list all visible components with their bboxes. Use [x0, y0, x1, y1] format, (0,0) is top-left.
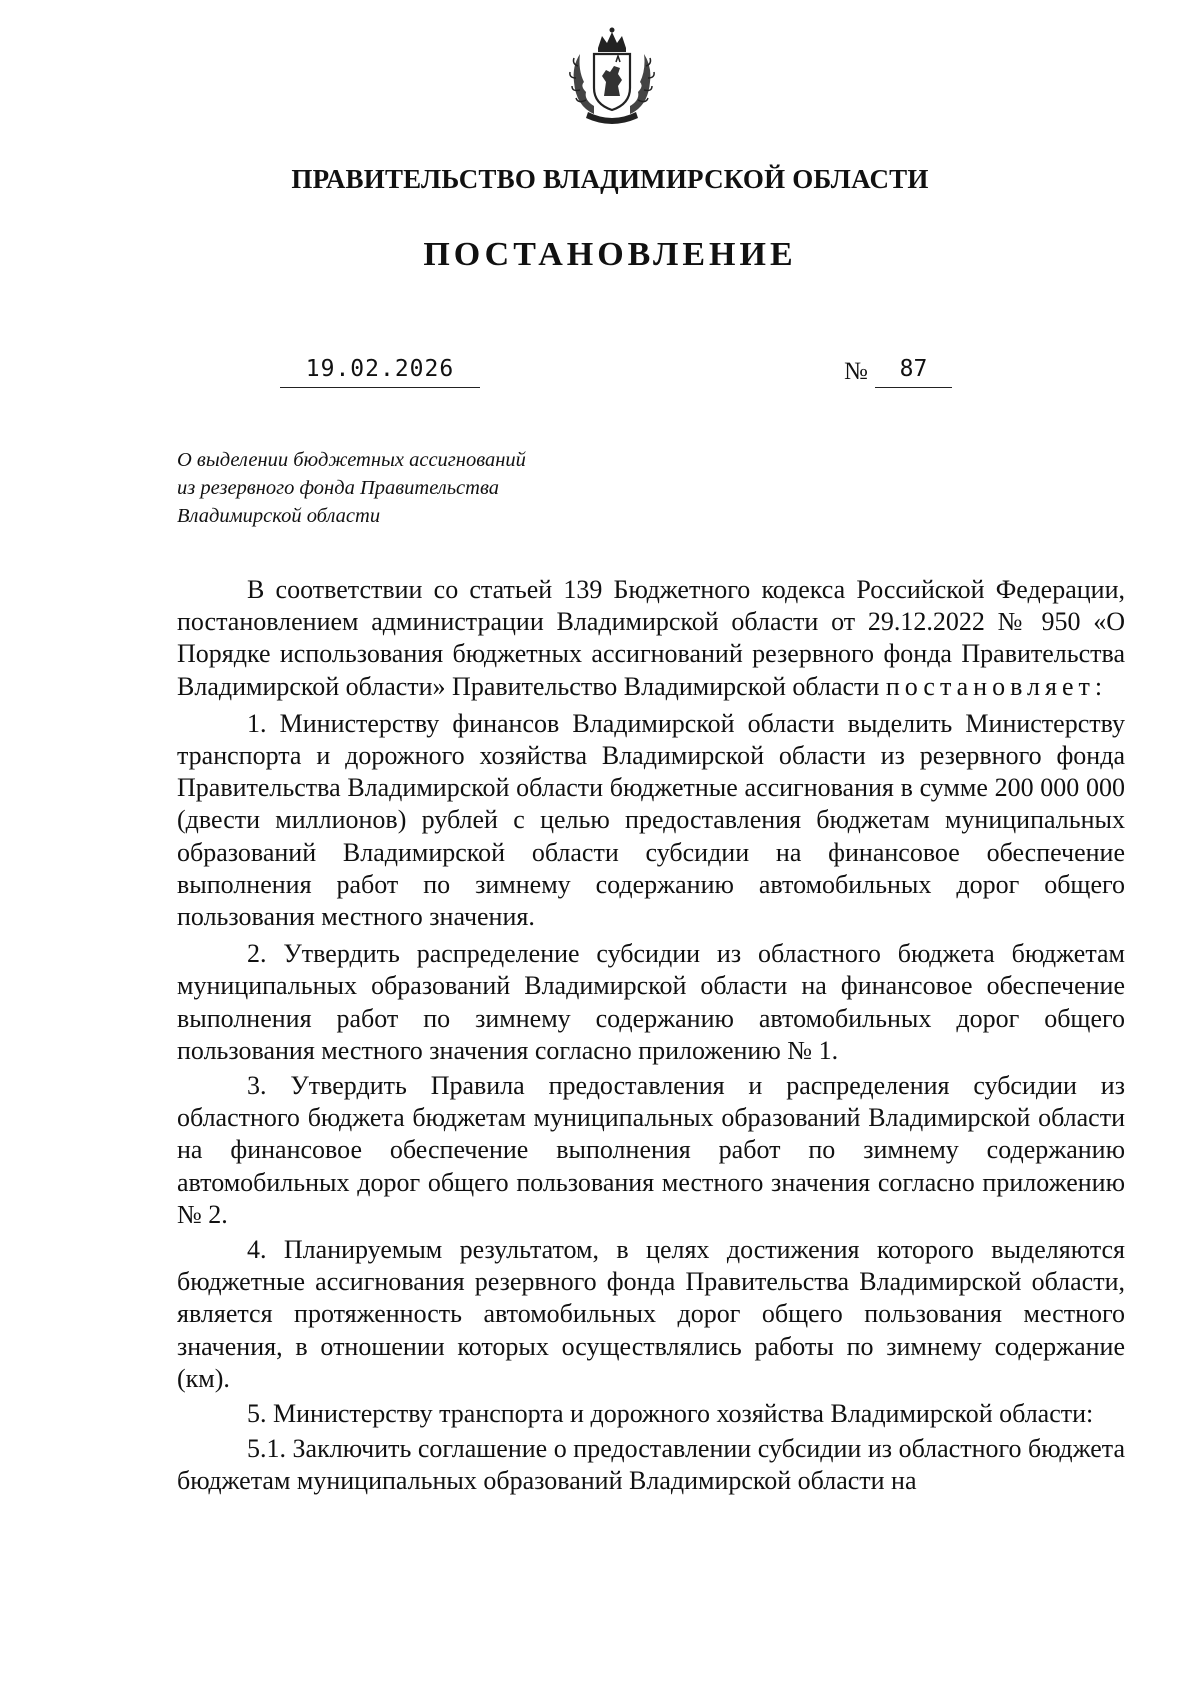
preamble-text: В соответствии со статьей 139 Бюджетного кодекса Российской Федерации, постановлением администрации Владимирской области от 29.12.2022 № 950 «О Порядке использования бюджетных ассигнований резервного фонда Правительства Владимирской области» Правительство Владимирской области [177, 575, 1125, 701]
document-type-title: ПОСТАНОВЛЕНИЕ [423, 236, 797, 273]
document-date: 19.02.2026 [280, 355, 480, 388]
item-paragraph: 5. Министерству транспорта и дорожного хозяйства Владимирской области: [247, 1399, 1094, 1429]
government-title: ПРАВИТЕЛЬСТВО ВЛАДИМИРСКОЙ ОБЛАСТИ [291, 164, 929, 194]
document-subject [177, 446, 526, 530]
item-paragraph: 5.1. Заключить соглашение о предоставлении субсидии из областного бюджета бюджетам муниципальных образований Владимирской области на [177, 1434, 1125, 1496]
preamble-paragraph [177, 574, 1125, 703]
decree-word: постановляет: [885, 671, 1108, 701]
document-number: 87 [875, 355, 952, 388]
item-paragraph: 2. Утвердить распределение субсидии из областного бюджета бюджетам муниципальных образований Владимирской области на финансовое обеспечение выполнения работ по зимнему содержанию автомобильных дорог общего пользования местного значения согласно приложению № 1. [177, 939, 1125, 1065]
subject-line: Владимирской области [177, 505, 381, 527]
number-label: № [844, 358, 868, 385]
vladimir-region-coat-of-arms-icon [566, 26, 658, 126]
item-paragraph: 4. Планируемым результатом, в целях достижения которого выделяются бюджетные ассигнования резервного фонда Правительства Владимирской области, является протяженность автомобильных дорог общего пользования местного значения, в отношении которых осуществлялись работы по зимнему содержание (км). [177, 1235, 1125, 1393]
item-paragraph: 1. Министерству финансов Владимирской области выделить Министерству транспорта и дорожного хозяйства Владимирской области из резервного фонда Правительства Владимирской области бюджетные ассигнования в сумме 200 000 000 (двести миллионов) рублей с целью предоставления бюджетам муниципальных образований Владимирской области субсидии на финансовое обеспечение выполнения работ по зимнему содержанию автомобильных дорог общего пользования местного значения. [177, 708, 1125, 932]
subject-line: из резервного фонда Правительства [177, 477, 499, 499]
item-paragraph: 3. Утвердить Правила предоставления и распределения субсидии из областного бюджета бюджетам муниципальных образований Владимирской области на финансовое обеспечение выполнения работ по зимнему содержанию автомобильных дорог общего пользования местного значения согласно приложению № 2. [177, 1071, 1125, 1229]
subject-line: О выделении бюджетных ассигнований [177, 449, 526, 471]
document-body [177, 574, 1125, 1503]
